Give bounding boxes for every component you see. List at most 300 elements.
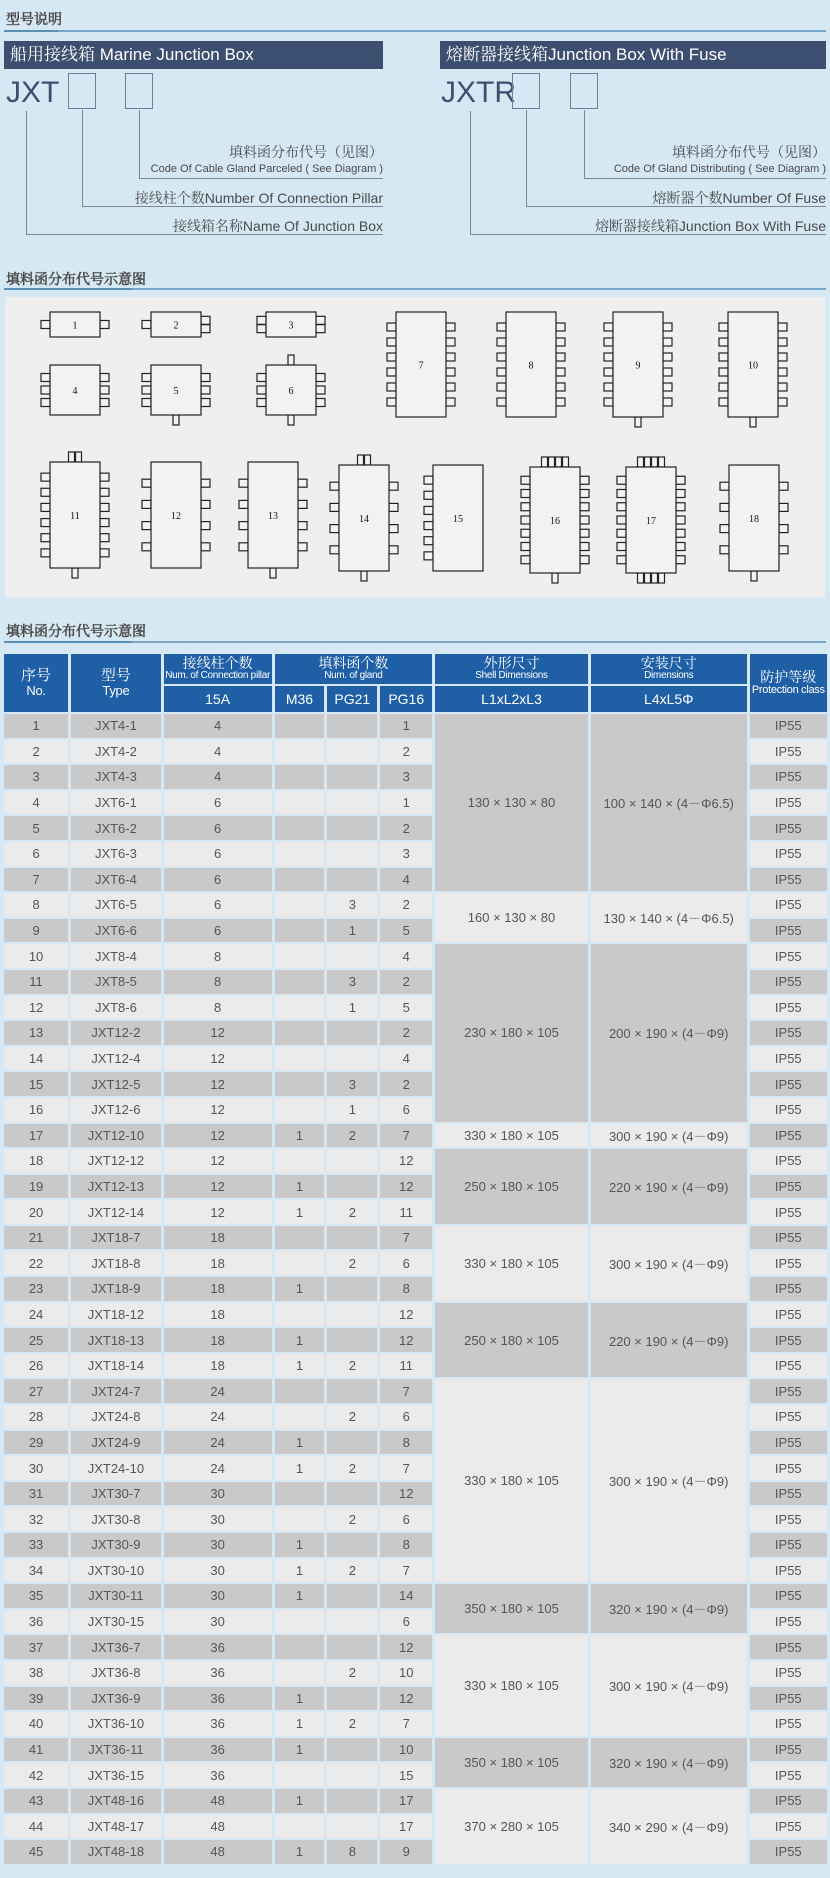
cell-pg16: 7 — [380, 1226, 432, 1250]
cell-m36: 1 — [275, 1738, 325, 1762]
cell-pg16: 7 — [380, 1124, 432, 1148]
cell-type: JXT12-12 — [71, 1149, 161, 1173]
cell-type: JXT24-10 — [71, 1456, 161, 1480]
cell-no: 13 — [4, 1021, 68, 1045]
cable-gland-icon — [604, 353, 613, 361]
cable-gland-icon — [779, 503, 788, 511]
cell-type: JXT6-4 — [71, 868, 161, 892]
cable-gland-icon — [580, 516, 589, 524]
cell-m36: 1 — [275, 1456, 325, 1480]
cell-m36: 1 — [275, 1124, 325, 1148]
cell-m36 — [275, 1303, 325, 1327]
cable-gland-icon — [635, 417, 641, 427]
cable-gland-icon — [751, 571, 757, 581]
cell-protection: IP55 — [750, 816, 827, 840]
leader-line — [26, 111, 27, 234]
cell-pg21 — [327, 1226, 377, 1250]
cable-gland-icon — [778, 383, 787, 391]
header-protection: 防护等级 Protection class — [750, 654, 827, 712]
cell-no: 10 — [4, 944, 68, 968]
cell-no: 5 — [4, 816, 68, 840]
cell-protection: IP55 — [750, 1277, 827, 1301]
cell-pg21 — [327, 1303, 377, 1327]
cell-pg21 — [327, 765, 377, 789]
cable-gland-icon — [645, 573, 651, 583]
cable-gland-icon — [497, 323, 506, 331]
cell-pg21 — [327, 791, 377, 815]
cable-gland-icon — [779, 482, 788, 490]
cell-no: 21 — [4, 1226, 68, 1250]
cell-pg21: 1 — [327, 919, 377, 943]
cell-pg16: 6 — [380, 1098, 432, 1122]
cable-gland-icon — [201, 500, 210, 508]
cell-protection: IP55 — [750, 1405, 827, 1429]
cable-gland-icon — [446, 398, 455, 406]
cell-shell-dimensions: 230 × 180 × 105 — [435, 944, 588, 1121]
cable-gland-icon — [617, 490, 626, 498]
cable-gland-icon — [580, 490, 589, 498]
cell-install-dimensions: 320 × 190 × (4－Φ9) — [591, 1584, 747, 1633]
marine-header: 船用接线箱 Marine Junction Box — [4, 41, 383, 69]
cell-m36 — [275, 1149, 325, 1173]
cell-type: JXT36-15 — [71, 1763, 161, 1787]
diagram-code-label: 13 — [268, 511, 278, 522]
cell-type: JXT8-5 — [71, 970, 161, 994]
cell-type: JXT24-8 — [71, 1405, 161, 1429]
cable-gland-icon — [659, 457, 665, 467]
cable-gland-icon — [387, 368, 396, 376]
cell-type: JXT36-11 — [71, 1738, 161, 1762]
header-no: 序号 No. — [4, 654, 68, 712]
table-row — [4, 1635, 827, 1659]
cable-gland-icon — [316, 386, 325, 394]
cell-no: 25 — [4, 1328, 68, 1352]
fuse-header: 熔断器接线箱Junction Box With Fuse — [440, 41, 826, 69]
model-section-title: 型号说明 — [6, 11, 62, 27]
cable-gland-icon — [719, 368, 728, 376]
cell-pg16: 12 — [380, 1482, 432, 1506]
cell-pg16: 12 — [380, 1328, 432, 1352]
cell-pg21 — [327, 1149, 377, 1173]
cable-gland-icon — [142, 500, 151, 508]
cable-gland-icon — [778, 353, 787, 361]
cell-pg16: 4 — [380, 1047, 432, 1071]
cell-protection: IP55 — [750, 1175, 827, 1199]
cable-gland-icon — [638, 457, 644, 467]
cell-type: JXT12-13 — [71, 1175, 161, 1199]
cable-gland-icon — [617, 556, 626, 564]
cable-gland-icon — [41, 503, 50, 511]
cell-m36 — [275, 919, 325, 943]
cable-gland-icon — [257, 325, 266, 333]
cell-15a: 12 — [164, 1047, 272, 1071]
cell-pg16: 6 — [380, 1507, 432, 1531]
cell-protection: IP55 — [750, 791, 827, 815]
cable-gland-icon — [521, 516, 530, 524]
cell-pg21 — [327, 1815, 377, 1839]
cell-pg16: 3 — [380, 765, 432, 789]
cell-15a: 36 — [164, 1738, 272, 1762]
cell-no: 2 — [4, 740, 68, 764]
cell-install-dimensions: 220 × 190 × (4－Φ9) — [591, 1149, 747, 1224]
cell-pg21: 2 — [327, 1507, 377, 1531]
cell-protection: IP55 — [750, 1021, 827, 1045]
cable-gland-icon — [676, 529, 685, 537]
cell-pg21 — [327, 1789, 377, 1813]
cell-m36: 1 — [275, 1354, 325, 1378]
cable-gland-icon — [446, 323, 455, 331]
cable-gland-icon — [201, 522, 210, 530]
cell-m36 — [275, 1047, 325, 1071]
cell-m36: 1 — [275, 1712, 325, 1736]
cell-protection: IP55 — [750, 1584, 827, 1608]
cell-m36 — [275, 714, 325, 738]
cable-gland-icon — [424, 476, 433, 484]
cell-m36 — [275, 1507, 325, 1531]
cable-gland-icon — [580, 503, 589, 511]
cable-gland-icon — [239, 522, 248, 530]
cell-protection: IP55 — [750, 1149, 827, 1173]
cell-pg21: 2 — [327, 1405, 377, 1429]
diagram-code-label: 4 — [72, 386, 78, 397]
cell-pg16: 1 — [380, 714, 432, 738]
cell-pg16: 4 — [380, 868, 432, 892]
cell-15a: 12 — [164, 1098, 272, 1122]
cell-no: 19 — [4, 1175, 68, 1199]
cable-gland-icon — [424, 522, 433, 530]
cell-type: JXT18-8 — [71, 1251, 161, 1275]
code-placeholder-box — [570, 73, 598, 109]
cell-no: 35 — [4, 1584, 68, 1608]
cell-m36 — [275, 1379, 325, 1403]
cell-m36: 1 — [275, 1533, 325, 1557]
cell-pg16: 10 — [380, 1661, 432, 1685]
cable-gland-icon — [720, 546, 729, 554]
cell-no: 6 — [4, 842, 68, 866]
cable-gland-icon — [330, 482, 339, 490]
cell-15a: 6 — [164, 816, 272, 840]
cell-type: JXT6-6 — [71, 919, 161, 943]
cell-protection: IP55 — [750, 1456, 827, 1480]
leader-line — [470, 111, 471, 234]
cell-shell-dimensions: 330 × 180 × 105 — [435, 1124, 588, 1148]
cell-no: 4 — [4, 791, 68, 815]
cell-protection: IP55 — [750, 919, 827, 943]
cable-gland-icon — [604, 398, 613, 406]
cable-gland-icon — [316, 325, 325, 333]
cell-type: JXT30-11 — [71, 1584, 161, 1608]
cell-m36: 1 — [275, 1200, 325, 1224]
cell-15a: 24 — [164, 1405, 272, 1429]
cable-gland-icon — [298, 543, 307, 551]
cable-gland-icon — [257, 399, 266, 407]
cable-gland-icon — [497, 398, 506, 406]
cable-gland-icon — [330, 503, 339, 511]
diagram-code-label: 14 — [359, 514, 369, 525]
cell-15a: 12 — [164, 1124, 272, 1148]
cell-protection: IP55 — [750, 1098, 827, 1122]
cell-15a: 18 — [164, 1328, 272, 1352]
cable-gland-icon — [365, 455, 371, 465]
cell-pg16: 10 — [380, 1738, 432, 1762]
cell-pg16: 12 — [380, 1303, 432, 1327]
cable-gland-icon — [542, 457, 548, 467]
cable-gland-icon — [521, 476, 530, 484]
cable-gland-icon — [330, 546, 339, 554]
cell-m36 — [275, 816, 325, 840]
diagram-code-label: 10 — [748, 360, 758, 372]
cell-no: 8 — [4, 893, 68, 917]
leader-line — [139, 178, 383, 179]
diagram-code-label: 1 — [72, 320, 78, 332]
diagram-code-label: 18 — [749, 514, 759, 525]
cell-pg21 — [327, 842, 377, 866]
cell-no: 27 — [4, 1379, 68, 1403]
cell-type: JXT12-5 — [71, 1072, 161, 1096]
cell-m36 — [275, 868, 325, 892]
cell-15a: 12 — [164, 1149, 272, 1173]
cable-gland-icon — [778, 323, 787, 331]
cell-pg16: 6 — [380, 1405, 432, 1429]
cell-pg21: 2 — [327, 1456, 377, 1480]
cable-gland-icon — [100, 399, 109, 407]
cable-gland-icon — [100, 549, 109, 557]
table-row — [4, 1738, 827, 1762]
cable-gland-icon — [142, 386, 151, 394]
cell-m36: 1 — [275, 1431, 325, 1455]
cable-gland-icon — [720, 482, 729, 490]
cable-gland-icon — [41, 488, 50, 496]
cell-15a: 4 — [164, 740, 272, 764]
cell-15a: 30 — [164, 1533, 272, 1557]
cable-gland-icon — [778, 398, 787, 406]
cell-install-dimensions: 220 × 190 × (4－Φ9) — [591, 1303, 747, 1378]
cell-protection: IP55 — [750, 1431, 827, 1455]
marine-gland-code-label-en: Code Of Cable Gland Parceled ( See Diagram ) — [150, 163, 383, 175]
cell-protection: IP55 — [750, 1687, 827, 1711]
cell-pg16: 17 — [380, 1815, 432, 1839]
cell-15a: 36 — [164, 1687, 272, 1711]
cell-pg16: 2 — [380, 1021, 432, 1045]
cable-gland-icon — [556, 323, 565, 331]
table-row — [4, 1149, 827, 1173]
cell-protection: IP55 — [750, 1738, 827, 1762]
cell-pg21: 3 — [327, 1072, 377, 1096]
cell-shell-dimensions: 250 × 180 × 105 — [435, 1149, 588, 1224]
cable-gland-icon — [239, 479, 248, 487]
cell-pg21: 2 — [327, 1200, 377, 1224]
cable-gland-icon — [201, 386, 210, 394]
cell-shell-dimensions: 350 × 180 × 105 — [435, 1738, 588, 1787]
cell-protection: IP55 — [750, 1251, 827, 1275]
cable-gland-icon — [257, 386, 266, 394]
cell-15a: 12 — [164, 1072, 272, 1096]
cable-gland-icon — [387, 353, 396, 361]
cable-gland-icon — [298, 500, 307, 508]
cable-gland-icon — [257, 374, 266, 382]
cable-gland-icon — [663, 338, 672, 346]
marine-name-label: 接线箱名称Name Of Junction Box — [172, 218, 383, 234]
cell-15a: 6 — [164, 868, 272, 892]
cell-pg21 — [327, 1763, 377, 1787]
cable-gland-icon — [521, 556, 530, 564]
diagram-code-label: 3 — [288, 320, 294, 332]
cable-gland-icon — [521, 543, 530, 551]
cell-pg21 — [327, 740, 377, 764]
cell-install-dimensions: 300 × 190 × (4－Φ9) — [591, 1635, 747, 1735]
cell-pg16: 2 — [380, 1072, 432, 1096]
cell-no: 3 — [4, 765, 68, 789]
cable-gland-icon — [142, 399, 151, 407]
cable-gland-icon — [617, 543, 626, 551]
cable-gland-icon — [239, 543, 248, 551]
header-gland: 填料函个数 Num. of gland — [275, 654, 433, 684]
cell-m36 — [275, 791, 325, 815]
cell-m36 — [275, 1405, 325, 1429]
cell-m36 — [275, 996, 325, 1020]
cable-gland-icon — [41, 519, 50, 527]
cell-15a: 48 — [164, 1840, 272, 1864]
cable-gland-icon — [239, 500, 248, 508]
cell-type: JXT36-9 — [71, 1687, 161, 1711]
cell-m36 — [275, 944, 325, 968]
diagram-code-label: 11 — [70, 511, 80, 522]
cell-15a: 18 — [164, 1226, 272, 1250]
cell-m36 — [275, 740, 325, 764]
cell-no: 22 — [4, 1251, 68, 1275]
cell-no: 42 — [4, 1763, 68, 1787]
cell-m36 — [275, 842, 325, 866]
cable-gland-icon — [580, 476, 589, 484]
cell-m36 — [275, 765, 325, 789]
cable-gland-icon — [719, 383, 728, 391]
cable-gland-icon — [652, 457, 658, 467]
cell-install-dimensions: 300 × 190 × (4－Φ9) — [591, 1226, 747, 1301]
table-row — [4, 1379, 827, 1403]
cell-15a: 24 — [164, 1379, 272, 1403]
cable-gland-icon — [676, 516, 685, 524]
cell-no: 32 — [4, 1507, 68, 1531]
cable-gland-icon — [142, 374, 151, 382]
cell-15a: 24 — [164, 1431, 272, 1455]
cell-install-dimensions: 320 × 190 × (4－Φ9) — [591, 1738, 747, 1787]
cable-gland-icon — [358, 455, 364, 465]
cable-gland-icon — [580, 543, 589, 551]
cable-gland-icon — [142, 479, 151, 487]
cell-type: JXT48-17 — [71, 1815, 161, 1839]
cell-15a: 6 — [164, 842, 272, 866]
cable-gland-icon — [779, 525, 788, 533]
cable-gland-icon — [563, 457, 569, 467]
cell-pg16: 7 — [380, 1379, 432, 1403]
cell-m36 — [275, 1226, 325, 1250]
cell-pg16: 8 — [380, 1533, 432, 1557]
cell-pg21 — [327, 1635, 377, 1659]
cell-15a: 12 — [164, 1200, 272, 1224]
cell-m36 — [275, 1815, 325, 1839]
cell-m36 — [275, 893, 325, 917]
cell-protection: IP55 — [750, 1226, 827, 1250]
cell-15a: 36 — [164, 1661, 272, 1685]
cell-pg21: 2 — [327, 1251, 377, 1275]
cable-gland-icon — [497, 338, 506, 346]
header-pg21: PG21 — [327, 686, 377, 712]
cell-no: 29 — [4, 1431, 68, 1455]
fuse-name-label: 熔断器接线箱Junction Box With Fuse — [594, 218, 826, 234]
cable-gland-icon — [645, 457, 651, 467]
cable-gland-icon — [617, 503, 626, 511]
cell-no: 18 — [4, 1149, 68, 1173]
cell-install-dimensions: 300 × 190 × (4－Φ9) — [591, 1124, 747, 1148]
cell-protection: IP55 — [750, 1124, 827, 1148]
cell-type: JXT12-2 — [71, 1021, 161, 1045]
cell-no: 14 — [4, 1047, 68, 1071]
cell-protection: IP55 — [750, 1840, 827, 1864]
cell-protection: IP55 — [750, 1072, 827, 1096]
header-l4l5: L4xL5Φ — [591, 686, 747, 712]
cell-protection: IP55 — [750, 714, 827, 738]
cell-pg16: 1 — [380, 791, 432, 815]
cell-15a: 6 — [164, 919, 272, 943]
cable-gland-icon — [580, 556, 589, 564]
cable-gland-icon — [676, 503, 685, 511]
cell-m36 — [275, 1763, 325, 1787]
cable-gland-icon — [76, 452, 82, 462]
section-divider — [4, 288, 826, 290]
cable-gland-icon — [41, 473, 50, 481]
cable-gland-icon — [604, 368, 613, 376]
cell-shell-dimensions: 330 × 180 × 105 — [435, 1379, 588, 1582]
cable-gland-icon — [389, 482, 398, 490]
cell-pg16: 5 — [380, 996, 432, 1020]
cell-pg16: 7 — [380, 1712, 432, 1736]
cable-gland-icon — [617, 529, 626, 537]
cell-install-dimensions: 340 × 290 × (4－Φ9) — [591, 1789, 747, 1864]
cell-type: JXT8-6 — [71, 996, 161, 1020]
cell-no: 40 — [4, 1712, 68, 1736]
cell-protection: IP55 — [750, 944, 827, 968]
cell-15a: 12 — [164, 1021, 272, 1045]
header-install: 安装尺寸 Dimensions — [591, 654, 747, 684]
section-divider — [4, 641, 826, 643]
cable-gland-icon — [497, 353, 506, 361]
cell-protection: IP55 — [750, 996, 827, 1020]
marine-pillar-label: 接线柱个数Number Of Connection Pillar — [134, 190, 383, 206]
cell-15a: 36 — [164, 1763, 272, 1787]
cell-pg21 — [327, 1047, 377, 1071]
marine-code: JXT — [6, 76, 60, 109]
cell-type: JXT12-6 — [71, 1098, 161, 1122]
cell-install-dimensions: 200 × 190 × (4－Φ9) — [591, 944, 747, 1121]
cell-protection: IP55 — [750, 740, 827, 764]
cell-type: JXT36-7 — [71, 1635, 161, 1659]
cell-no: 31 — [4, 1482, 68, 1506]
cell-protection: IP55 — [750, 868, 827, 892]
cable-gland-icon — [201, 374, 210, 382]
cell-shell-dimensions: 330 × 180 × 105 — [435, 1226, 588, 1301]
cell-protection: IP55 — [750, 1789, 827, 1813]
cable-gland-icon — [257, 316, 266, 324]
cell-15a: 24 — [164, 1456, 272, 1480]
header-l1l2l3: L1xL2xL3 — [435, 686, 588, 712]
cell-m36 — [275, 1098, 325, 1122]
cell-pg16: 12 — [380, 1635, 432, 1659]
cell-pg21: 3 — [327, 970, 377, 994]
cell-type: JXT24-9 — [71, 1431, 161, 1455]
cell-type: JXT18-12 — [71, 1303, 161, 1327]
cable-gland-icon — [316, 399, 325, 407]
cell-pg21 — [327, 1533, 377, 1557]
